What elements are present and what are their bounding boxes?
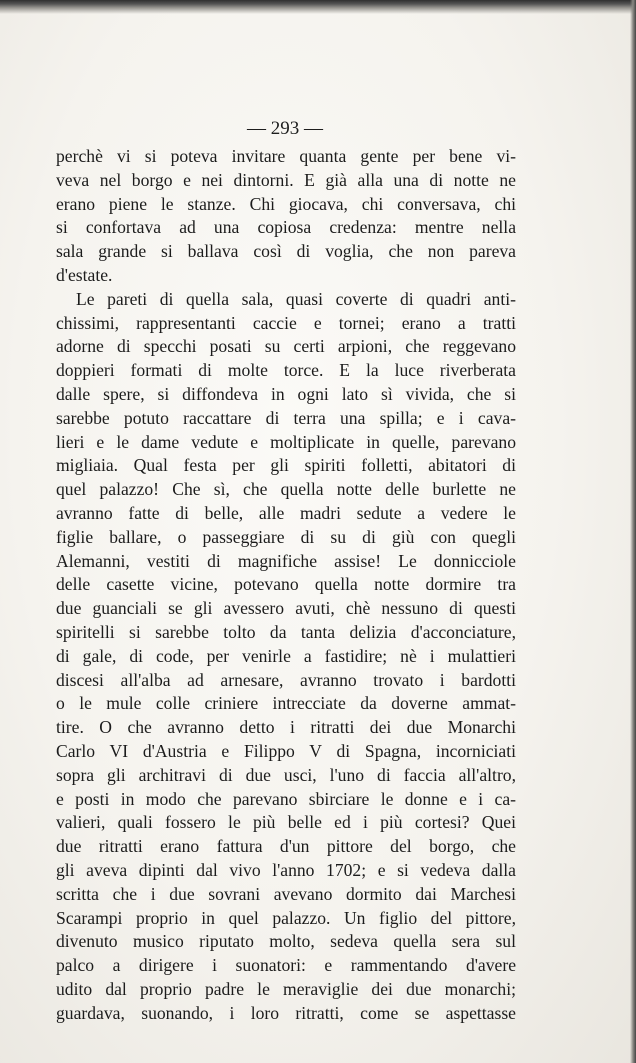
text-line: Le pareti di quella sala, quasi coverte di quadri anti- <box>76 288 516 309</box>
text-line: migliaia. Qual festa per gli spiriti folletti, abitatori di <box>56 455 516 476</box>
text-line: erano piene le stanze. Chi giocava, chi conversava, chi <box>56 193 516 214</box>
text-line: scritta che i due sovrani avevano dormito dai Marchesi <box>56 883 516 904</box>
text-line: Carlo VI d'Austria e Filippo V di Spagna, incorniciati <box>56 740 516 761</box>
text-line: si confortava ad una copiosa credenza: mentre nella <box>56 217 516 238</box>
text-line: sala grande si ballava così di voglia, che non pareva <box>56 241 516 262</box>
text-line: udito dal proprio padre le meraviglie dei due monarchi; <box>56 978 516 999</box>
text-line: quel palazzo! Che sì, che quella notte delle burlette ne <box>56 479 516 500</box>
text-line: doppieri formati di molte torce. E la luce riverberata <box>56 360 516 381</box>
text-line: e posti in modo che parevano sbirciare le donne e i ca- <box>56 788 516 809</box>
text-line: sarebbe potuto raccattare di terra una spilla; e i cava- <box>56 407 516 428</box>
text-line: dalle spere, si diffondeva in ogni lato sì vivida, che si <box>56 383 516 404</box>
text-line: adorne di specchi posati su certi arpioni, che reggevano <box>56 336 516 357</box>
text-line: palco a dirigere i suonatori: e rammentando d'avere <box>56 955 516 976</box>
text-line: guardava, suonando, i loro ritratti, come se aspettasse <box>56 1002 516 1023</box>
text-line: valieri, quali fossero le più belle ed i più cortesi? Quei <box>56 812 516 833</box>
text-line: d'estate. <box>56 264 113 285</box>
page-top-edge-shadow <box>0 0 636 14</box>
text-line: divenuto musico riputato molto, sedeva quella sera sul <box>56 931 516 952</box>
text-line: delle casette vicine, potevano quella notte dormire tra <box>56 574 516 595</box>
text-line: Scarampi proprio in quel palazzo. Un figlio del pittore, <box>56 907 516 928</box>
text-line: chissimi, rappresentanti caccie e tornei; erano a tratti <box>56 312 516 333</box>
text-line: due ritratti erano fattura d'un pittore del borgo, che <box>56 836 516 857</box>
text-line: sopra gli architravi di due usci, l'uno di faccia all'altro, <box>56 764 516 785</box>
text-line: lieri e le dame vedute e moltiplicate in quelle, parevano <box>56 431 516 452</box>
body-text <box>56 145 516 1025</box>
text-line: avranno fatte di belle, alle madri sedute a vedere le <box>56 502 516 523</box>
text-line: gli aveva dipinti dal vivo l'anno 1702; e si vedeva dalla <box>56 859 516 880</box>
page-number: — 293 — <box>247 118 323 139</box>
text-line: discesi all'alba ad arnesare, avranno trovato i bardotti <box>56 669 516 690</box>
text-line: veva nel borgo e nei dintorni. E già alla una di notte ne <box>56 169 516 190</box>
text-line: perchè vi si poteva invitare quanta gente per bene vi- <box>56 146 516 166</box>
text-line: spiritelli si sarebbe tolto da tanta delizia d'acconciature, <box>56 621 516 642</box>
text-line: di gale, di code, per venirle a fastidire; nè i mulattieri <box>56 645 516 666</box>
text-line: figlie ballare, o passeggiare di su di giù con quegli <box>56 526 516 547</box>
text-line: due guanciali se gli avessero avuti, chè nessuno di questi <box>56 598 516 619</box>
page-right-edge-shadow <box>630 0 636 1063</box>
text-line: o le mule colle criniere intrecciate da doverne ammat- <box>56 693 516 714</box>
text-line: Alemanni, vestiti di magnifiche assise! Le donnicciole <box>56 550 516 571</box>
text-line: tire. O che avranno detto i ritratti dei due Monarchi <box>56 717 516 738</box>
